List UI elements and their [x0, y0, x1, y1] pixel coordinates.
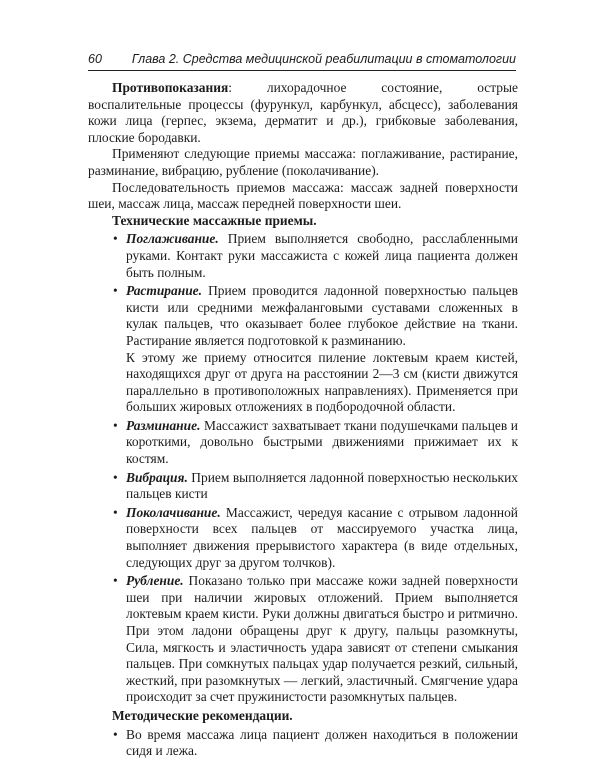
technique-text: Прием проводится ладонной поверхностью пальцев кисти или средними межфаланговыми суставами сложенных в кулак пальцев, что оказывает более глубокое действие на ткани. Растирание является подготовкой к разминанию.: [126, 283, 518, 348]
list-item: [113, 417, 518, 468]
technique-term: Вибрация.: [126, 469, 188, 485]
running-head: Глава 2. Средства медицинской реабилитации в стоматологии: [131, 52, 516, 66]
section-title-recommendations: Методические рекомендации.: [112, 707, 293, 723]
recommendations-list: [88, 727, 518, 760]
recommendation-text: Во время массажа лица пациент должен находиться в положении сидя и лежа.: [126, 726, 518, 759]
list-item: [113, 504, 518, 571]
list-item: [113, 726, 518, 760]
sequence-paragraph: Последовательность приемов массажа: массаж задней поверхности шеи, массаж лица, массаж передней поверхности шеи.: [88, 179, 518, 212]
contraindications-text: : лихорадочное состояние, острые воспалительные процессы (фурункул, карбункул, абсцесс), заболевания кожи лица (герпес, экзема, дерматит и др.), грибковые заболевания, плоские бородавки.: [88, 80, 518, 145]
technique-term: Поколачивание.: [126, 504, 221, 520]
technique-term: Разминание.: [126, 417, 201, 433]
bullet: •: [113, 283, 118, 299]
technique-text: Прием выполняется свободно, расслабленными руками. Контакт руки массажиста с кожей лица пациента должен быть полным.: [126, 231, 518, 280]
bullet: •: [113, 504, 118, 520]
contraindications-paragraph: [88, 80, 518, 146]
bullet: •: [113, 469, 118, 485]
technique-term: Рубление.: [126, 573, 184, 589]
list-item: [113, 283, 518, 416]
list-item: [113, 469, 518, 503]
list-item: [113, 231, 518, 281]
techniques-list-paragraph: Применяют следующие приемы массажа: поглаживание, растирание, разминание, вибрацию, рубление (поколачивание).: [88, 146, 518, 178]
technique-continuation: К этому же приему относится пиление локтевым краем кистей, находящихся друг от друга на расстоянии 2—3 см (кисти движутся параллельно в противоположных направлениях). Применяется при больших жировых отложениях в подбородочной области.: [126, 349, 518, 415]
page-header: [88, 50, 516, 71]
technique-text: Показано только при массаже кожи задней поверхности шеи при наличии жировых отложений. Прием выполняется локтевым краем кисти. Руки должны двигаться быстро и ритмично. При этом ладони обращены друг к другу, пальцы разомкнуты, Сила, мягкость и эластичность удара зависят от степени смыкания пальцев. При сомкнутых пальцах удар получается резкий, сильный, жесткий, при разомкнутых — легкий, эластичный. Смягчение удара происходит за счет пружинистости разомкнутых пальцев.: [126, 573, 518, 705]
technique-term: Растирание.: [126, 283, 202, 299]
bullet: •: [113, 726, 118, 742]
technique-text: Массажист, чередуя касание с отрывом ладонной поверхности всех пальцев от массируемого участка лица, выполняет движения прерывистого характера (в виде отдельных, следующих друг за другом толчков).: [126, 504, 518, 570]
bullet: •: [113, 573, 118, 589]
bullet: •: [113, 417, 118, 433]
section-title-techniques: Технические массажные приемы.: [112, 212, 317, 228]
bullet: •: [113, 231, 118, 247]
techniques-list: [88, 231, 518, 706]
page-body: [88, 80, 518, 762]
page-number: 60: [88, 52, 102, 66]
contraindications-term: Противопоказания: [112, 80, 229, 95]
technique-text: Прием выполняется ладонной поверхностью нескольких пальцев кисти: [126, 469, 518, 502]
list-item: [113, 573, 518, 706]
technique-term: Поглаживание.: [126, 231, 219, 247]
technique-text: Массажист захватывает ткани подушечками пальцев и короткими, довольно быстрыми движениями прижимает их к костям.: [126, 417, 518, 467]
